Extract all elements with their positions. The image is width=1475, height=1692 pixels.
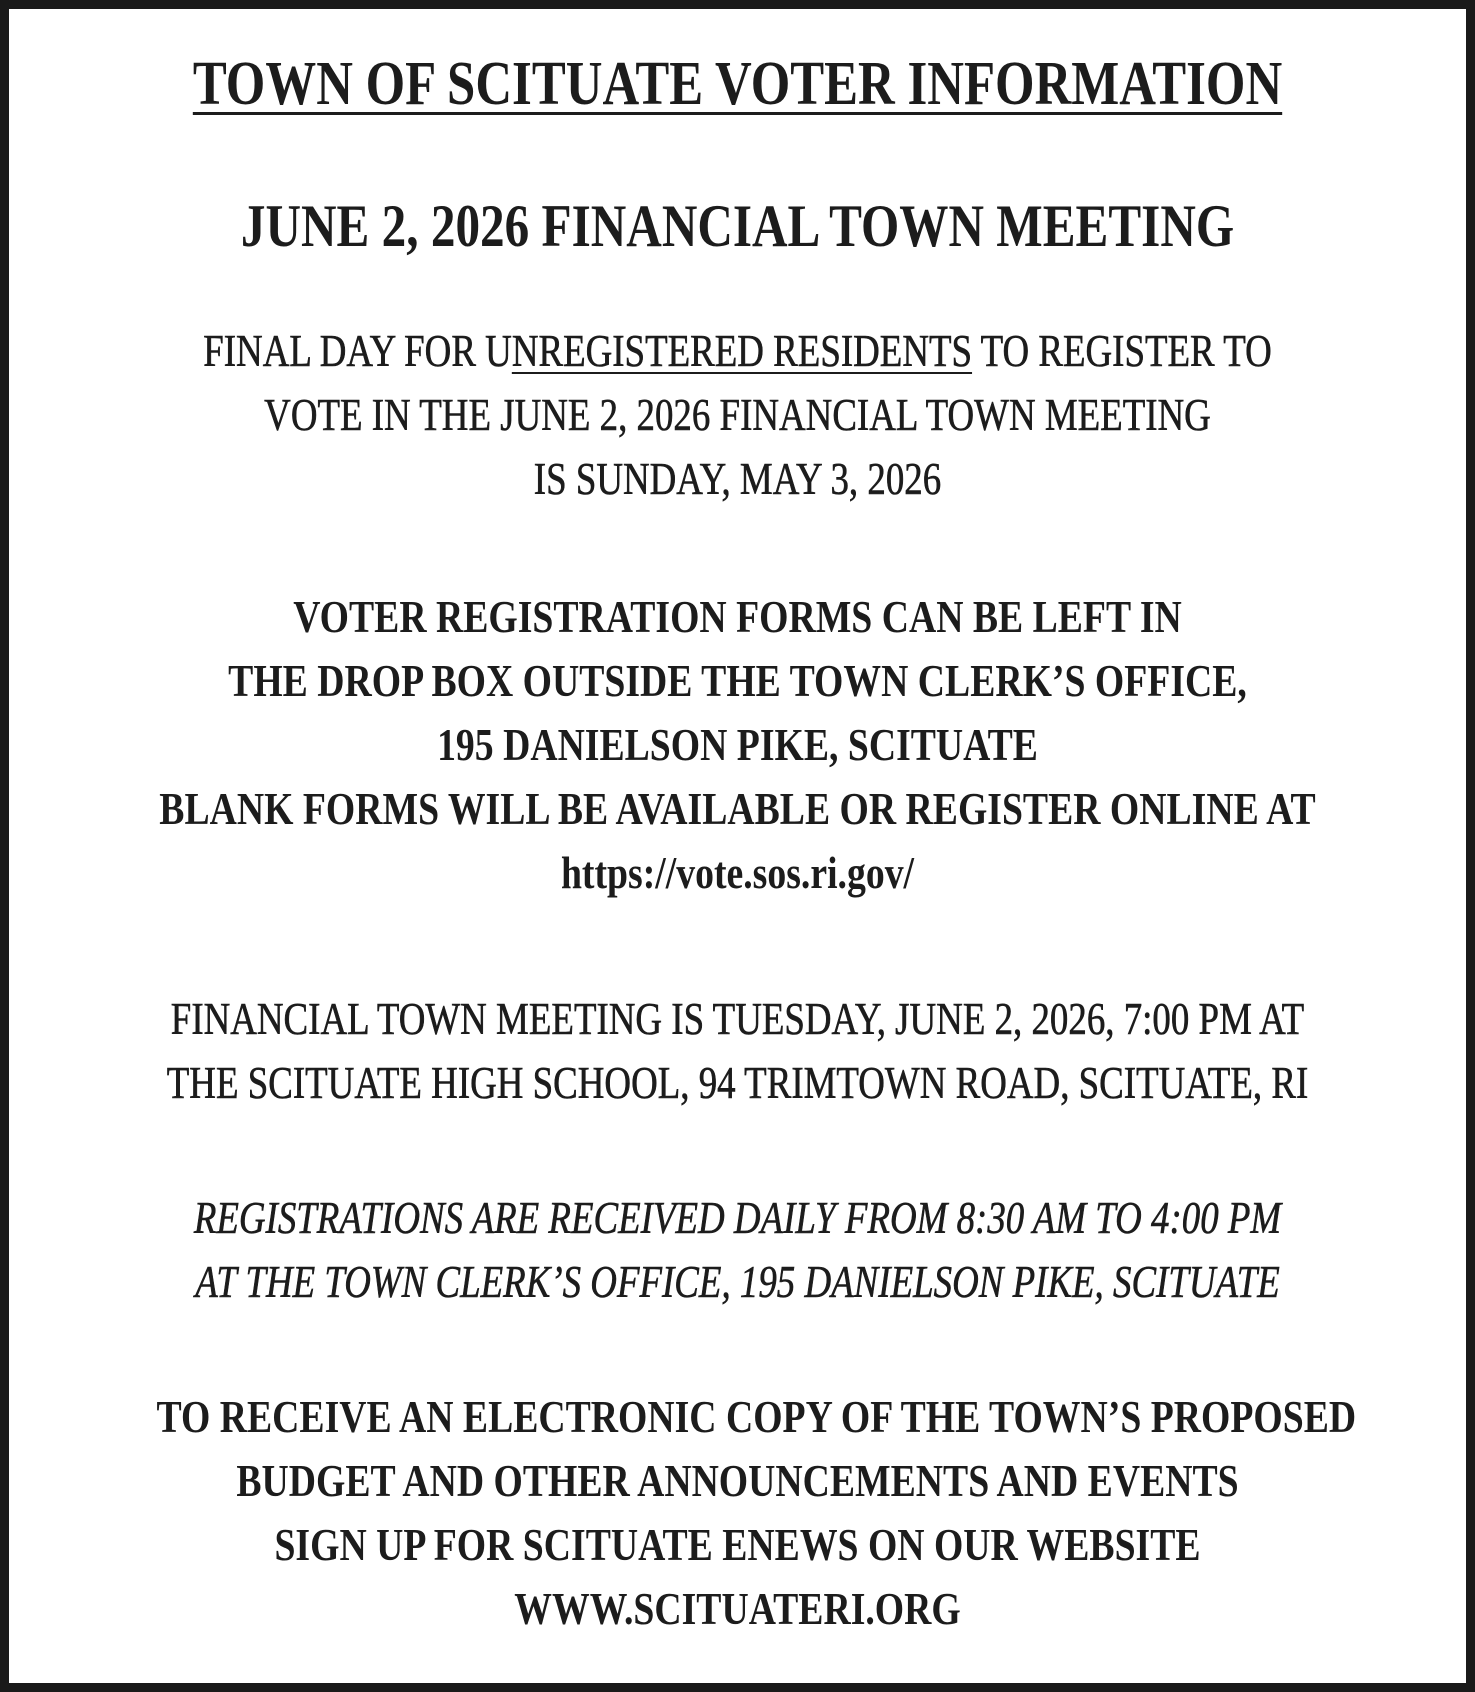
town-website-url[interactable]: WWW.SCITUATERI.ORG — [514, 1583, 961, 1634]
deadline-line-2: VOTE IN THE JUNE 2, 2026 FINANCIAL TOWN MEETING — [264, 390, 1211, 440]
registration-deadline — [157, 319, 1319, 511]
meeting-details — [157, 987, 1319, 1115]
unregistered-residents-underlined: NREGISTERED RESIDENTS — [511, 326, 973, 376]
enews-line-1: TO RECEIVE AN ELECTRONIC COPY OF THE TOWN’S PROPOSED — [156, 1391, 1357, 1442]
meeting-line-1: FINANCIAL TOWN MEETING IS TUESDAY, JUNE 2, 2026, 7:00 PM AT — [170, 994, 1305, 1044]
deadline-line-1 — [157, 319, 1319, 383]
notice-title-text: TOWN OF SCITUATE VOTER INFORMATION — [192, 50, 1283, 118]
deadline-line-1-start: FINAL DAY FOR U — [203, 326, 512, 376]
meeting-line-2: THE SCITUATE HIGH SCHOOL, 94 TRIMTOWN ROAD, SCITUATE, RI — [166, 1058, 1309, 1108]
enews-line-2: BUDGET AND OTHER ANNOUNCEMENTS AND EVENTS — [236, 1455, 1239, 1506]
enews-signup-info — [156, 1385, 1357, 1641]
registration-hours — [157, 1186, 1319, 1314]
enews-line-3: SIGN UP FOR SCITUATE ENEWS ON OUR WEBSITE — [274, 1519, 1201, 1570]
forms-line-1: VOTER REGISTRATION FORMS CAN BE LEFT IN — [293, 591, 1182, 642]
forms-line-2: THE DROP BOX OUTSIDE THE TOWN CLERK’S OFFICE, — [228, 655, 1247, 706]
hours-line-1: REGISTRATIONS ARE RECEIVED DAILY FROM 8:30 AM TO 4:00 PM — [193, 1193, 1282, 1243]
notice-title — [157, 39, 1319, 129]
forms-line-3: 195 DANIELSON PIKE, SCITUATE — [437, 719, 1038, 770]
meeting-heading — [157, 181, 1319, 271]
meeting-heading-text: JUNE 2, 2026 FINANCIAL TOWN MEETING — [240, 193, 1235, 259]
hours-line-2: AT THE TOWN CLERK’S OFFICE, 195 DANIELSON PIKE, SCITUATE — [195, 1257, 1280, 1307]
registration-forms-info — [157, 585, 1319, 905]
online-registration-url[interactable]: https://vote.sos.ri.gov/ — [560, 847, 915, 898]
deadline-line-3: IS SUNDAY, MAY 3, 2026 — [533, 454, 942, 504]
forms-line-4: BLANK FORMS WILL BE AVAILABLE OR REGISTER ONLINE AT — [159, 783, 1316, 834]
deadline-line-1-end: TO REGISTER TO — [972, 326, 1272, 376]
